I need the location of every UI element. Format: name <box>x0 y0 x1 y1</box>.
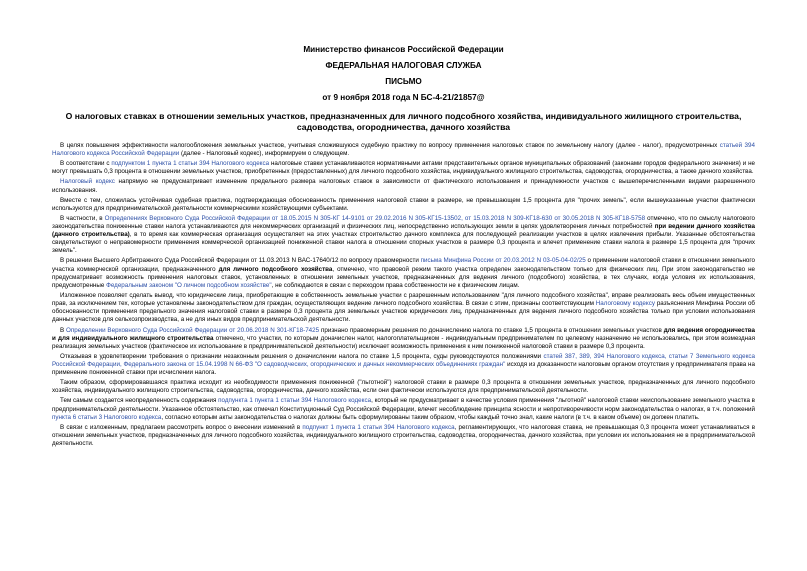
paragraph-text: (далее - Налоговый кодекс), информируем о следующем. <box>179 150 350 158</box>
paragraph-text: , отмечено, что правовой режим такого участка определен законодательством только для физических лиц. При этом законодательство не предусматривает возможность применения налоговых ставок, установленных в отношении земельных участков, предназначенных для ведения личного (подсобного) хозяйства, в тех случаях, когда условия их использования, предусмотренные <box>52 265 755 289</box>
paragraph <box>52 424 755 448</box>
paragraph-text: , согласно которым акты законодательства о налогах должны быть сформулированы таким образом, чтобы каждый точно знал, какие налоги (в т.ч. в каком объеме) он должен платить. <box>161 413 700 421</box>
paragraph-text: признано правомерным решения по доначислению налога по ставке 1,5 процента в отношении земельных участков <box>319 326 664 334</box>
paragraph <box>52 215 755 256</box>
paragraph <box>52 327 755 351</box>
paragraph-text: В решении Высшего Арбитражного Суда Российской Федерации от 11.03.2013 N ВАС-17640/12 по вопросу правомерности <box>60 257 421 265</box>
document-date-number: от 9 ноября 2018 года N БС-4-21/21857@ <box>322 93 485 102</box>
paragraph-text: , который не предусматривает в качестве условия применения "льготной" налоговой ставки неиспользование земельного участка в предпринимательской деятельности. Указанное обстоятельство, как отмечал Конституционный Суд Российской Федерации, влечет несоблюдение принципа ясности и непротиворечивости норм законодательства о налогах, в т.ч. положений <box>52 397 756 413</box>
paragraph-text: напрямую не предусматривает изменение предельного размера налоговых ставок в зависимости от фактического использования и принадлежности участков с вышеперечисленными видами разрешенного использования. <box>52 178 755 194</box>
document-link[interactable]: статей 387, 389, 394 Налогового кодекса, статьи 7 Земельного кодекса Российской Федерации, Федерального закона от 15.04.1998 N 66-ФЗ "О садоводческих, огороднических и дачных некоммерческих объединениях граждан" <box>52 352 756 369</box>
paragraph <box>52 160 755 176</box>
paragraph-text: отмечено, что по смыслу налогового законодательства пониженные ставки налога устанавливаются для некоммерческих организаций и физических лиц, непосредственно использующих земли в целях удовлетворения личных потребностей <box>52 214 756 230</box>
document-type: ПИСЬМО <box>385 77 422 86</box>
document-link[interactable]: пункта 6 статьи 3 Налогового кодекса <box>52 413 162 421</box>
document-link[interactable]: письма Минфина России от 20.03.2012 N 03-05-04-02/25 <box>420 257 586 265</box>
document-link[interactable]: Определении Верховного Суда Российской Федерации от 20.06.2018 N 301-КГ18-7425 <box>66 326 320 334</box>
paragraph-text: В связи с изложенным, предлагаем рассмотреть вопрос о внесении изменений в <box>60 423 303 431</box>
paragraph-text: о применении налоговой ставки в отношении земельного участка коммерческой организации, предназначенного <box>52 257 755 273</box>
paragraph-text: Изложенное позволяет сделать вывод, что юридические лица, приобретающие в собственность земельные участки с разрешенным использованием "для личного подсобного хозяйства", вправе реализовать весь объем имущественных прав, за исключением тех, которые установлены законодательством для граждан, осуществляющих ведение личного подсобного хозяйства. В связи с этим, признаны соответствующим <box>52 292 755 308</box>
paragraph <box>52 379 755 395</box>
paragraph <box>52 292 755 325</box>
paragraph-text: В целях повышения эффективности налогообложения земельных участков, учитывая сложившуюся судебную практику по вопросу применения налоговых ставок по земельному налогу (далее - налог), предусмотренных <box>60 142 720 149</box>
emphasis-text: для ведения огородничества и для индивидуального жилищного строительства <box>52 326 756 342</box>
document-link[interactable]: подпункта 1 пункта 1 статьи 394 Налогового кодекса <box>218 397 372 405</box>
paragraph <box>52 257 755 290</box>
paragraph-text: разъяснения Минфина России об обоснованности применения предельного значения налоговой ставки в размере 0,3 процента для земельных участков юридических лиц, предназначенных для ведения личного подсобного хозяйства только при условии использования данных участков для сельхозпроизводства, а не для иных видов предпринимательской деятельности. <box>52 300 755 324</box>
document-link[interactable]: подпунктом 1 пункта 1 статьи 394 Налогового кодекса <box>111 160 270 168</box>
paragraph-text: , не соблюдаются в связи с переходом права собственности не к физическим лицам. <box>271 281 520 289</box>
paragraph-text: , в то время как коммерческая организация осуществляет на этих участках строительство дачного комплекса для последующей реализации участков в целях извлечения прибыли. Указанные обстоятельства свидетельствуют о неправомерности применения коммерческой организацией пониженной ставки налога в отношении спорных участков в размере 0,3 процента и влечет применение ставки налога в размере 1,5 процента для "прочих земель". <box>52 231 755 255</box>
service-name: ФЕДЕРАЛЬНАЯ НАЛОГОВАЯ СЛУЖБА <box>325 61 482 70</box>
document-link[interactable]: Налоговый кодекс <box>60 178 115 186</box>
document-link[interactable]: Определениях Верховного Суда Российской Федерации от 18.05.2015 N 305-КГ 14-9101 от 29.02.2016 N 305-КГ15-13502, от 15.03.2018 N 309-КГ18-630 от 30.05.2018 N 305-КГ18-5758 <box>104 214 646 222</box>
paragraph-text: В соответствии с <box>60 160 112 168</box>
paragraph-text: налоговые ставки устанавливаются нормативными актами представительных органов муниципальных образований (законами городов федерального значения) и не могут превышать 0,3 процента в отношении земельных участков, приобретенных (предоставленных) для личного подсобного хозяйства, индивидуального жилищного строительства, садоводства, огородничества, а также дачного хозяйства. <box>52 160 756 176</box>
paragraph-text: В <box>60 326 67 334</box>
paragraph <box>52 178 755 194</box>
paragraph-text: Отказывая в удовлетворении требования о признании незаконным решения о доначислении налога по ставке 1,5 процента, суды руководствуются положениями <box>60 352 544 360</box>
paragraph <box>52 397 755 421</box>
document-link[interactable]: Налоговому кодексу <box>595 300 655 308</box>
paragraph <box>52 197 755 213</box>
paragraph-text: Тем самым создается неопределенность содержания <box>60 397 219 405</box>
paragraph <box>52 142 755 158</box>
paragraph <box>52 353 755 377</box>
paragraph-text: отмечено, что участки, по которым доначислен налог, налогоплательщиком - индивидуальным предпринимателем по целевому назначению не использовались, при этом возмездная реализация земельных участков (фактическое их использование в предпринимательской деятельности) исключает возможность применения к ним пониженной налоговой ставки в размере 0,3 процента. <box>52 334 755 350</box>
ministry-name: Министерство финансов Российской Федерации <box>303 45 504 54</box>
document-body <box>52 142 755 450</box>
emphasis-text: для личного подсобного хозяйства <box>218 265 333 273</box>
paragraph-text: Таким образом, сформировавшаяся практика исходит из необходимости применения пониженной ("льготной") налоговой ставки в размере 0,3 процента в отношении земельных участков, предназначенных для личного подсобного хозяйства, индивидуального жилищного строительства, садоводства, огородничества, дачного хозяйства, если они фактически используются для предпринимательской деятельности. <box>52 379 755 395</box>
document-link[interactable]: Федеральным законом "О личном подсобном хозяйстве" <box>106 281 272 289</box>
paragraph-text: Вместе с тем, сложилась устойчивая судебная практика, подтверждающая обоснованность применения налоговой ставки в размере, не превышающем 1,5 процента для "прочих земель", если вышеуказанные участки фактически используются для предпринимательской деятельности коммерческими хозяйствующими субъектами. <box>52 196 755 212</box>
document-link[interactable]: подпункт 1 пункта 1 статьи 394 Налогового кодекса <box>302 423 455 431</box>
paragraph-text: исходя из доказанности налоговым органом отсутствия у предпринимателя права на применение пониженной ставки при исчислении налога. <box>52 361 755 377</box>
document-link[interactable]: статьей 394 Налогового кодекса Российской Федерации <box>52 142 755 158</box>
paragraph-text: , регламентирующих, что налоговая ставка, не превышающая 0,3 процента может устанавливаться в отношении земельных участков, предназначенных для личного подсобного хозяйства, индивидуального жилищного строительства, садоводства, огородничества, дачного хозяйства, при условии их использования не в предпринимательской деятельности. <box>52 423 756 448</box>
document-title: О налоговых ставках в отношении земельных участков, предназначенных для личного подсобного хозяйства, индивидуального жилищного строительства, садоводства, огородничества, дачного хозяйства <box>65 111 742 132</box>
paragraph-text: В частности, в <box>60 214 105 222</box>
emphasis-text: при ведении дачного хозяйства (дачного строительства) <box>52 222 755 239</box>
